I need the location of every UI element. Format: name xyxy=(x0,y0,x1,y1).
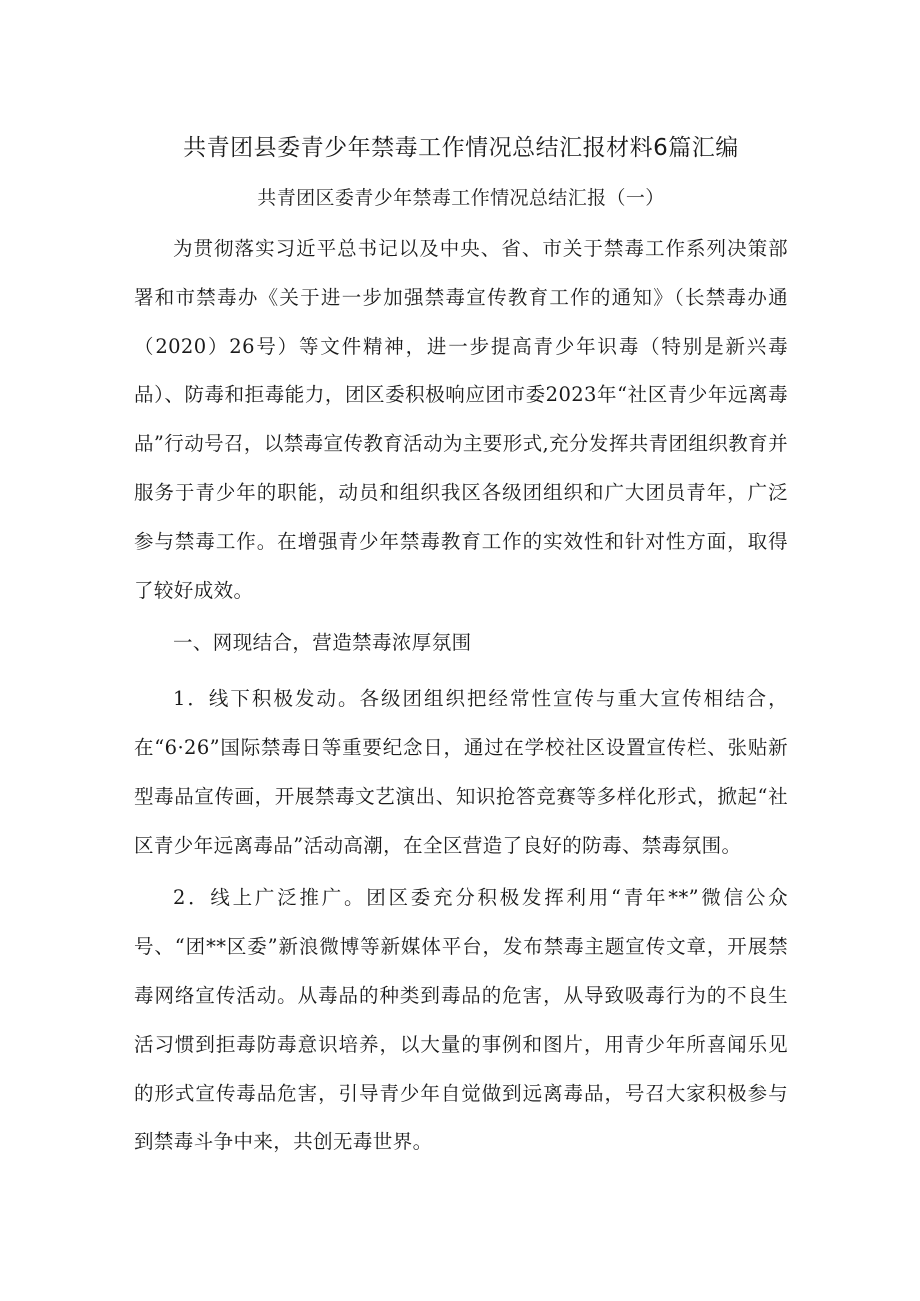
section-heading: 一、网现结合，营造禁毒浓厚氛围 xyxy=(173,631,472,655)
paragraph-online: 2．线上广泛推广。团区委充分积极发挥利用“青年**”微信公众号、“团**区委”新浪微博等新媒体平台，发布禁毒主题宣传文章，开展禁毒网络宣传活动。从毒品的种类到毒品的危害，从导致吸毒行为的不良生活习惯到拒毒防毒意识培养，以大量的事例和图片，用青少年所喜闻乐见的形式宣传毒品危害，引导青少年自觉做到远离毒品，号召大家积极参与到禁毒斗争中来，共创无毒世界。 xyxy=(134,886,788,1154)
paragraph-offline: 1．线下积极发动。各级团组织把经常性宣传与重大宣传相结合，在“6·26”国际禁毒日等重要纪念日，通过在学校社区设置宣传栏、张贴新型毒品宣传画，开展禁毒文艺演出、知识抢答竞赛等多样化形式，掀起“社区青少年远离毒品”活动高潮，在全区营造了良好的防毒、禁毒氛围。 xyxy=(134,687,788,857)
document-subtitle: 共青团区委青少年禁毒工作情况总结汇报（一） xyxy=(257,187,665,209)
document-title: 共青团县委青少年禁毒工作情况总结汇报材料6篇汇编 xyxy=(183,135,739,161)
paragraph-intro: 为贯彻落实习近平总书记以及中央、省、市关于禁毒工作系列决策部署和市禁毒办《关于进一步加强禁毒宣传教育工作的通知》（长禁毒办通（2020）26号）等文件精神，进一步提高青少年识毒（特别是新兴毒品）、防毒和拒毒能力，团区委积极响应团市委2023年“社区青少年远离毒品”行动号召，以禁毒宣传教育活动为主要形式,充分发挥共青团组织教育并服务于青少年的职能，动员和组织我区各级团组织和广大团员青年，广泛参与禁毒工作。在增强青少年禁毒教育工作的实效性和针对性方面，取得了较好成效。 xyxy=(134,237,788,602)
